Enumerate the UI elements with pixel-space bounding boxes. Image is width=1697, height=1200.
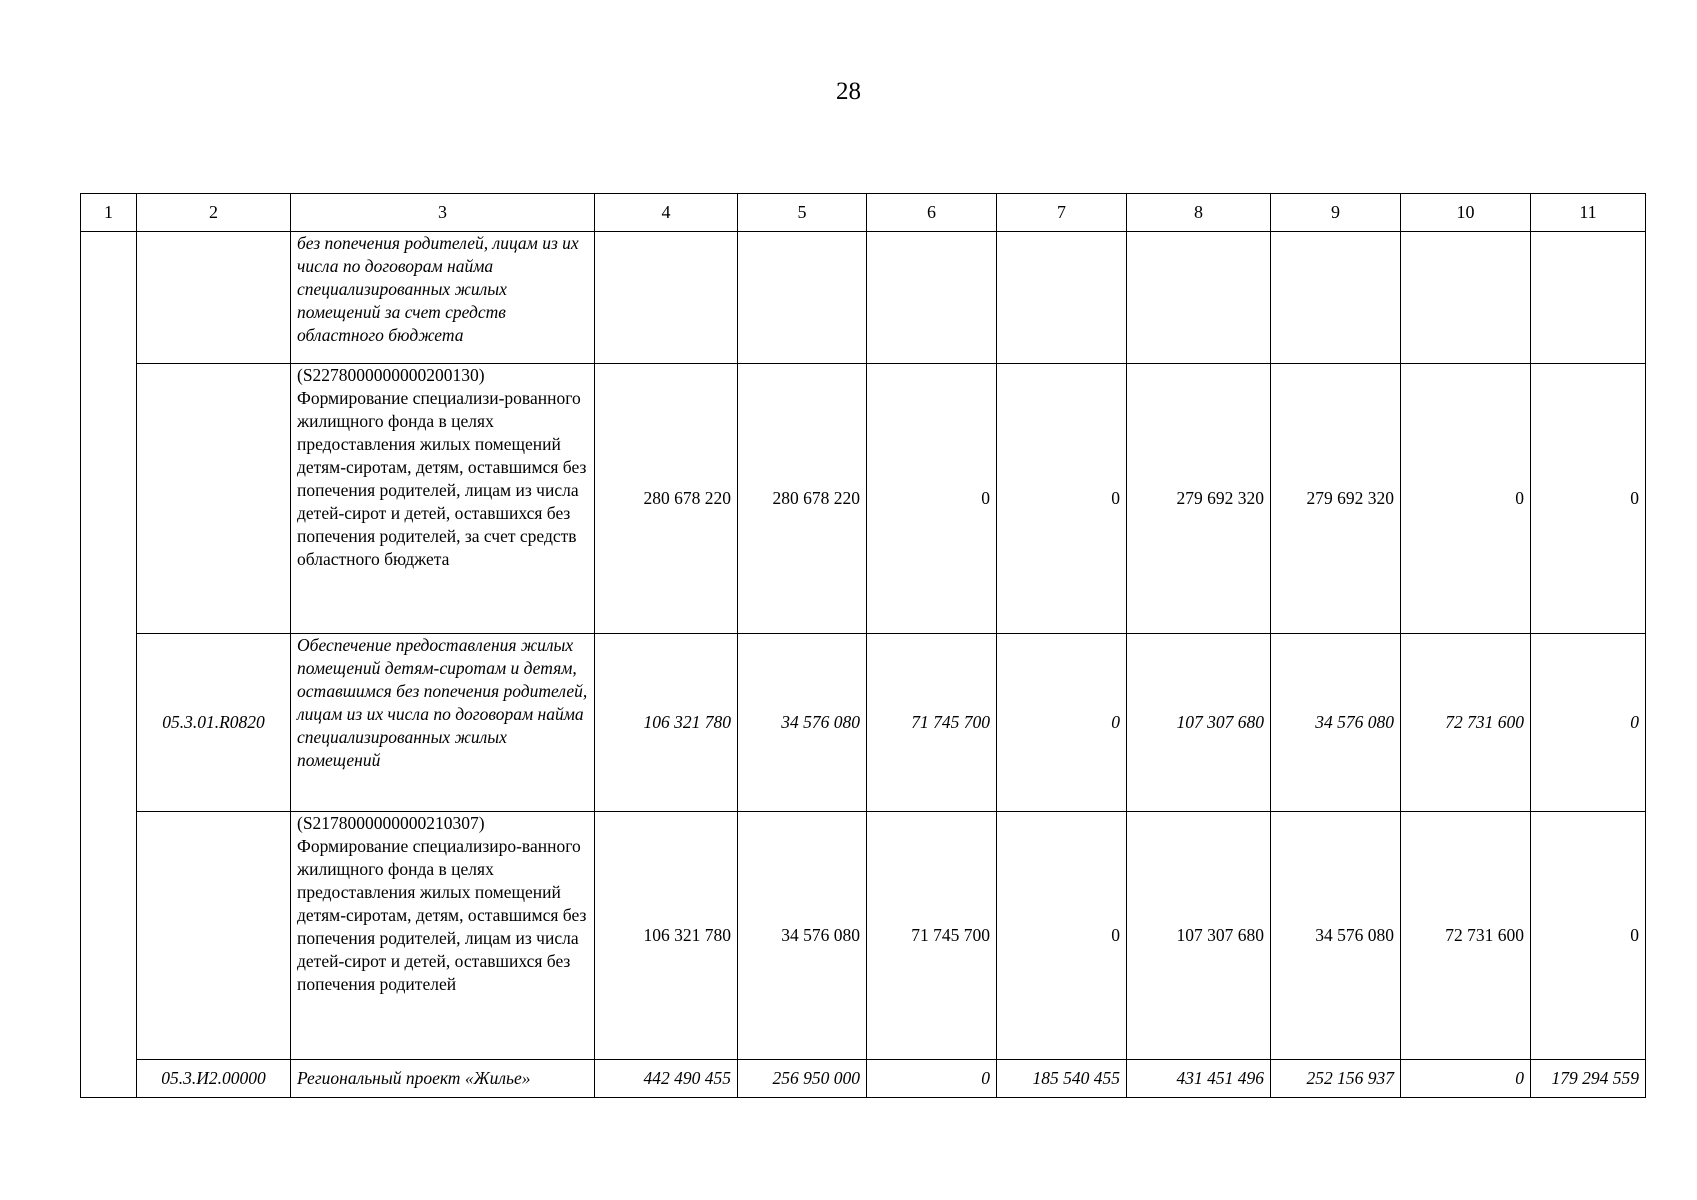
header-cell-1: 1: [81, 194, 137, 232]
header-cell-9: 9: [1271, 194, 1401, 232]
header-cell-8: 8: [1127, 194, 1271, 232]
value-cell: [1271, 232, 1401, 364]
header-cell-5: 5: [738, 194, 867, 232]
value-cell: 0: [997, 634, 1127, 812]
value-cell: [595, 232, 738, 364]
description-cell: (S2278000000000200130) Формирование специализи-рованного жилищного фонда в целях предоставления жилых помещений детям-сиротам, детям, оставшимся без попечения родителей, лицам из числа детей-сирот и детей, оставшихся без попечения родителей, за счет средств областного бюджета: [291, 364, 595, 634]
value-cell: [997, 232, 1127, 364]
code-cell: 05.3.01.R0820: [137, 634, 291, 812]
value-cell: 0: [997, 812, 1127, 1060]
header-row: [81, 194, 1646, 232]
description-cell: Региональный проект «Жилье»: [291, 1060, 595, 1098]
value-cell: 279 692 320: [1271, 364, 1401, 634]
value-cell: [1127, 232, 1271, 364]
value-cell: 252 156 937: [1271, 1060, 1401, 1098]
header-cell-11: 11: [1531, 194, 1646, 232]
value-cell: 431 451 496: [1127, 1060, 1271, 1098]
value-cell: 34 576 080: [738, 812, 867, 1060]
header-cell-10: 10: [1401, 194, 1531, 232]
value-cell: 0: [1401, 1060, 1531, 1098]
table-row: [81, 364, 1646, 634]
code-cell: 05.3.И2.00000: [137, 1060, 291, 1098]
header-cell-3: 3: [291, 194, 595, 232]
value-cell: 0: [1531, 634, 1646, 812]
code-cell: [137, 812, 291, 1060]
value-cell: 71 745 700: [867, 634, 997, 812]
value-cell: 280 678 220: [738, 364, 867, 634]
header-cell-4: 4: [595, 194, 738, 232]
value-cell: [738, 232, 867, 364]
value-cell: 34 576 080: [1271, 634, 1401, 812]
table-row: [81, 812, 1646, 1060]
value-cell: 0: [997, 364, 1127, 634]
value-cell: 107 307 680: [1127, 812, 1271, 1060]
value-cell: 0: [1531, 364, 1646, 634]
description-cell: Обеспечение предоставления жилых помещений детям-сиротам и детям, оставшимся без попечения родителей, лицам из их числа по договорам найма специализированных жилых помещений: [291, 634, 595, 812]
value-cell: 107 307 680: [1127, 634, 1271, 812]
header-cell-2: 2: [137, 194, 291, 232]
value-cell: 72 731 600: [1401, 634, 1531, 812]
value-cell: 280 678 220: [595, 364, 738, 634]
value-cell: [867, 232, 997, 364]
value-cell: 179 294 559: [1531, 1060, 1646, 1098]
value-cell: 442 490 455: [595, 1060, 738, 1098]
value-cell: 0: [1401, 364, 1531, 634]
value-cell: 0: [1531, 812, 1646, 1060]
row-number-cell: [81, 232, 137, 1098]
code-cell: [137, 232, 291, 364]
value-cell: 34 576 080: [1271, 812, 1401, 1060]
value-cell: 72 731 600: [1401, 812, 1531, 1060]
value-cell: [1401, 232, 1531, 364]
value-cell: 279 692 320: [1127, 364, 1271, 634]
page-number: 28: [836, 78, 861, 105]
value-cell: 185 540 455: [997, 1060, 1127, 1098]
header-cell-6: 6: [867, 194, 997, 232]
table-row: [81, 1060, 1646, 1098]
value-cell: 256 950 000: [738, 1060, 867, 1098]
table-row: [81, 232, 1646, 364]
description-cell: без попечения родителей, лицам из их числа по договорам найма специализированных жилых помещений за счет средств областного бюджета: [291, 232, 595, 364]
value-cell: 106 321 780: [595, 812, 738, 1060]
value-cell: 71 745 700: [867, 812, 997, 1060]
description-cell: (S2178000000000210307) Формирование специализиро-ванного жилищного фонда в целях предоставления жилых помещений детям-сиротам, детям, оставшимся без попечения родителей, лицам из числа детей-сирот и детей, оставшихся без попечения родителей: [291, 812, 595, 1060]
value-cell: 0: [867, 1060, 997, 1098]
value-cell: [1531, 232, 1646, 364]
value-cell: 34 576 080: [738, 634, 867, 812]
header-cell-7: 7: [997, 194, 1127, 232]
value-cell: 106 321 780: [595, 634, 738, 812]
budget-table: [80, 193, 1646, 1098]
code-cell: [137, 364, 291, 634]
value-cell: 0: [867, 364, 997, 634]
table-row: [81, 634, 1646, 812]
